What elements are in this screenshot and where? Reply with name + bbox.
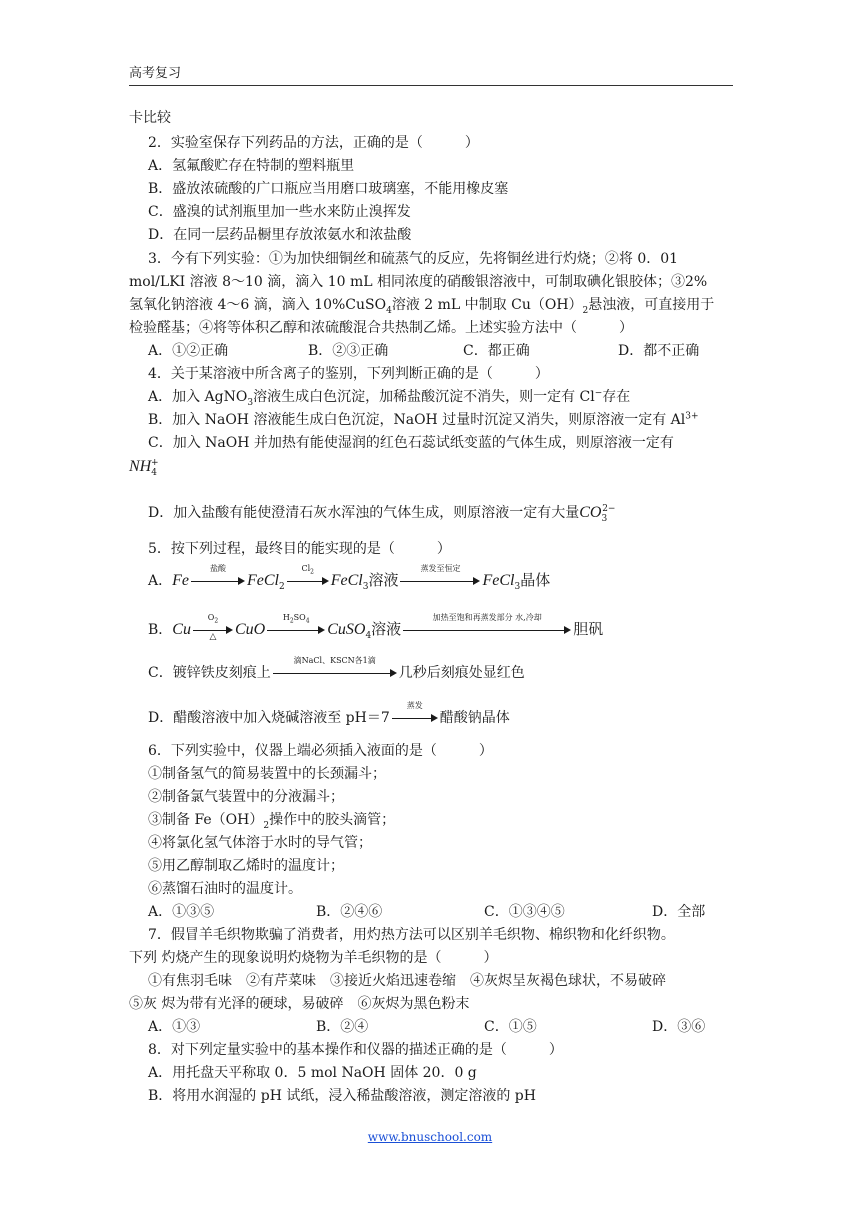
q6-item-3: ③制备 $Fe(OH)_2$操作中的胶头滴管； bbox=[148, 812, 396, 831]
q4-option-c: C．加入 NaOH 并加热有能使湿润的红色石蕊试纸变蓝的气体生成，则原溶液一定有 bbox=[148, 435, 674, 451]
question-6: 6．下列实验中，仪器上端必须插入液面的是（ ） bbox=[148, 743, 493, 759]
q3-option-d: D．都不正确 bbox=[618, 343, 700, 359]
q7-option-c: C．①⑤ bbox=[484, 1019, 537, 1035]
q6-item-2: ②制备氯气装置中的分液漏斗； bbox=[148, 789, 344, 805]
q7-option-d: D．③⑥ bbox=[652, 1019, 706, 1035]
reaction-arrow: $O_2$ △ bbox=[193, 623, 233, 637]
reaction-arrow: 蒸发至恒定 bbox=[400, 574, 480, 588]
q4-option-b: B．加入 NaOH 溶液能生成白色沉淀，NaOH 过量时沉淀又消失，则原溶液一定有 $Al^{3+}$ bbox=[148, 411, 699, 428]
question-3: 3．今有下列实验：①为加快细铜丝和硫蒸气的反应，先将铜丝进行灼烧；②将 0．01 bbox=[148, 251, 679, 267]
question-5: 5．按下列过程，最终目的能实现的是（ ） bbox=[148, 541, 451, 557]
q8-option-a: A．用托盘天平称取 0．5 mol NaOH 固体 20．0 g bbox=[148, 1065, 477, 1081]
q8-option-b: B．将用水润湿的 pH 试纸，浸入稀盐酸溶液，测定溶液的 pH bbox=[148, 1088, 536, 1104]
question-3-line2: mol/LKI 溶液 8～10 滴，滴入 10 mL 相同浓度的硝酸银溶液中，可制取碘化银胶体；③2% bbox=[129, 274, 708, 290]
reaction-arrow: $H_2SO_4$ bbox=[267, 623, 325, 637]
reaction-arrow: 滴NaCl、KSCN各1滴 bbox=[273, 666, 397, 680]
q5-option-a: A．Fe 盐酸 FeCl$_2$ $Cl_2$ FeCl$_3$溶液 蒸发至恒定 FeCl$_3$晶体 bbox=[148, 564, 551, 592]
q7-items-line2: ⑤灰 烬为带有光泽的硬球，易破碎 ⑥灰烬为黑色粉末 bbox=[129, 996, 470, 1012]
reaction-arrow: 蒸发 bbox=[392, 711, 438, 725]
q2-option-d: D．在同一层药品橱里存放浓氨水和浓盐酸 bbox=[148, 227, 412, 243]
q4-option-a: A．加入 AgNO$_3$溶液生成白色沉淀，加稀盐酸沉淀不消失，则一定有 Cl−存在 bbox=[148, 388, 631, 408]
q2-option-a: A．氢氟酸贮存在特制的塑料瓶里 bbox=[148, 158, 355, 174]
q7-items-line1: ①有焦羽毛味 ②有芹菜味 ③接近火焰迅速卷缩 ④灰烬呈灰褐色球状，不易破碎 bbox=[148, 973, 666, 989]
question-4: 4．关于某溶液中所含离子的鉴别，下列判断正确的是（ ） bbox=[148, 366, 549, 382]
question-8: 8．对下列定量实验中的基本操作和仪器的描述正确的是（ ） bbox=[148, 1042, 563, 1058]
text-line: 卡比较 bbox=[129, 110, 171, 126]
q6-item-1: ①制备氢气的简易装置中的长颈漏斗； bbox=[148, 766, 386, 782]
q6-option-d: D．全部 bbox=[652, 904, 706, 920]
q3-option-c: C．都正确 bbox=[463, 343, 530, 359]
q7-option-a: A．①③ bbox=[148, 1019, 201, 1035]
q5-option-d: D．醋酸溶液中加入烧碱溶液至 pH＝7 蒸发 醋酸钠晶体 bbox=[148, 701, 510, 726]
page-header: 高考复习 bbox=[129, 62, 733, 86]
q3-option-a: A．①②正确 bbox=[148, 343, 229, 359]
q4-option-c-formula: $NH_4^+$ bbox=[129, 458, 159, 478]
q3-option-b: B．②③正确 bbox=[308, 343, 389, 359]
q6-option-c: C．①③④⑤ bbox=[484, 904, 565, 920]
q6-item-4: ④将氯化氢气体溶于水时的导气管； bbox=[148, 835, 372, 851]
q6-item-6: ⑥蒸馏石油时的温度计。 bbox=[148, 881, 302, 897]
question-7: 7．假冒羊毛织物欺骗了消费者，用灼热方法可以区别羊毛织物、棉织物和化纤织物。 bbox=[148, 927, 675, 943]
q7-option-b: B．②④ bbox=[316, 1019, 369, 1035]
question-3-line4: 检验醛基；④将等体积乙醇和浓硫酸混合共热制乙烯。上述实验方法中（ ） bbox=[129, 320, 633, 336]
question-3-line3: 氢氧化钠溶液 4～6 滴，滴入 10%CuSO$_4$溶液 2 mL 中制取 $Cu(OH)_2$悬浊液，可直接用于 bbox=[129, 297, 715, 316]
reaction-arrow: 盐酸 bbox=[191, 574, 245, 588]
q6-item-5: ⑤用乙醇制取乙烯时的温度计； bbox=[148, 858, 344, 874]
reaction-arrow: $Cl_2$ bbox=[287, 574, 329, 588]
q4-option-d: D．加入盐酸有能使澄清石灰水浑浊的气体生成，则原溶液一定有大量$CO_3^{2-}$ bbox=[148, 504, 616, 524]
q6-option-a: A．①③⑤ bbox=[148, 904, 215, 920]
q6-option-b: B．②④⑥ bbox=[316, 904, 383, 920]
q2-option-c: C．盛溴的试剂瓶里加一些水来防止溴挥发 bbox=[148, 204, 411, 220]
question-7-line2: 下列 灼烧产生的现象说明灼烧物为羊毛织物的是（ ） bbox=[129, 950, 498, 966]
reaction-arrow: 加热至饱和再蒸发部分 水,冷却 bbox=[403, 623, 571, 637]
q2-option-b: B．盛放浓硫酸的广口瓶应当用磨口玻璃塞，不能用橡皮塞 bbox=[148, 181, 509, 197]
q5-option-b: B．Cu $O_2$ △ CuO $H_2SO_4$ CuSO$_4$溶液 加热至饱和再蒸发部分 水,冷却 胆矾 bbox=[148, 613, 604, 642]
footer-link[interactable]: www.bnuschool.com bbox=[367, 1130, 493, 1144]
question-2: 2．实验室保存下列药品的方法，正确的是（ ） bbox=[148, 135, 479, 151]
q5-option-c: C．镀锌铁皮刻痕上 滴NaCl、KSCN各1滴 几秒后刻痕处显红色 bbox=[148, 656, 525, 681]
